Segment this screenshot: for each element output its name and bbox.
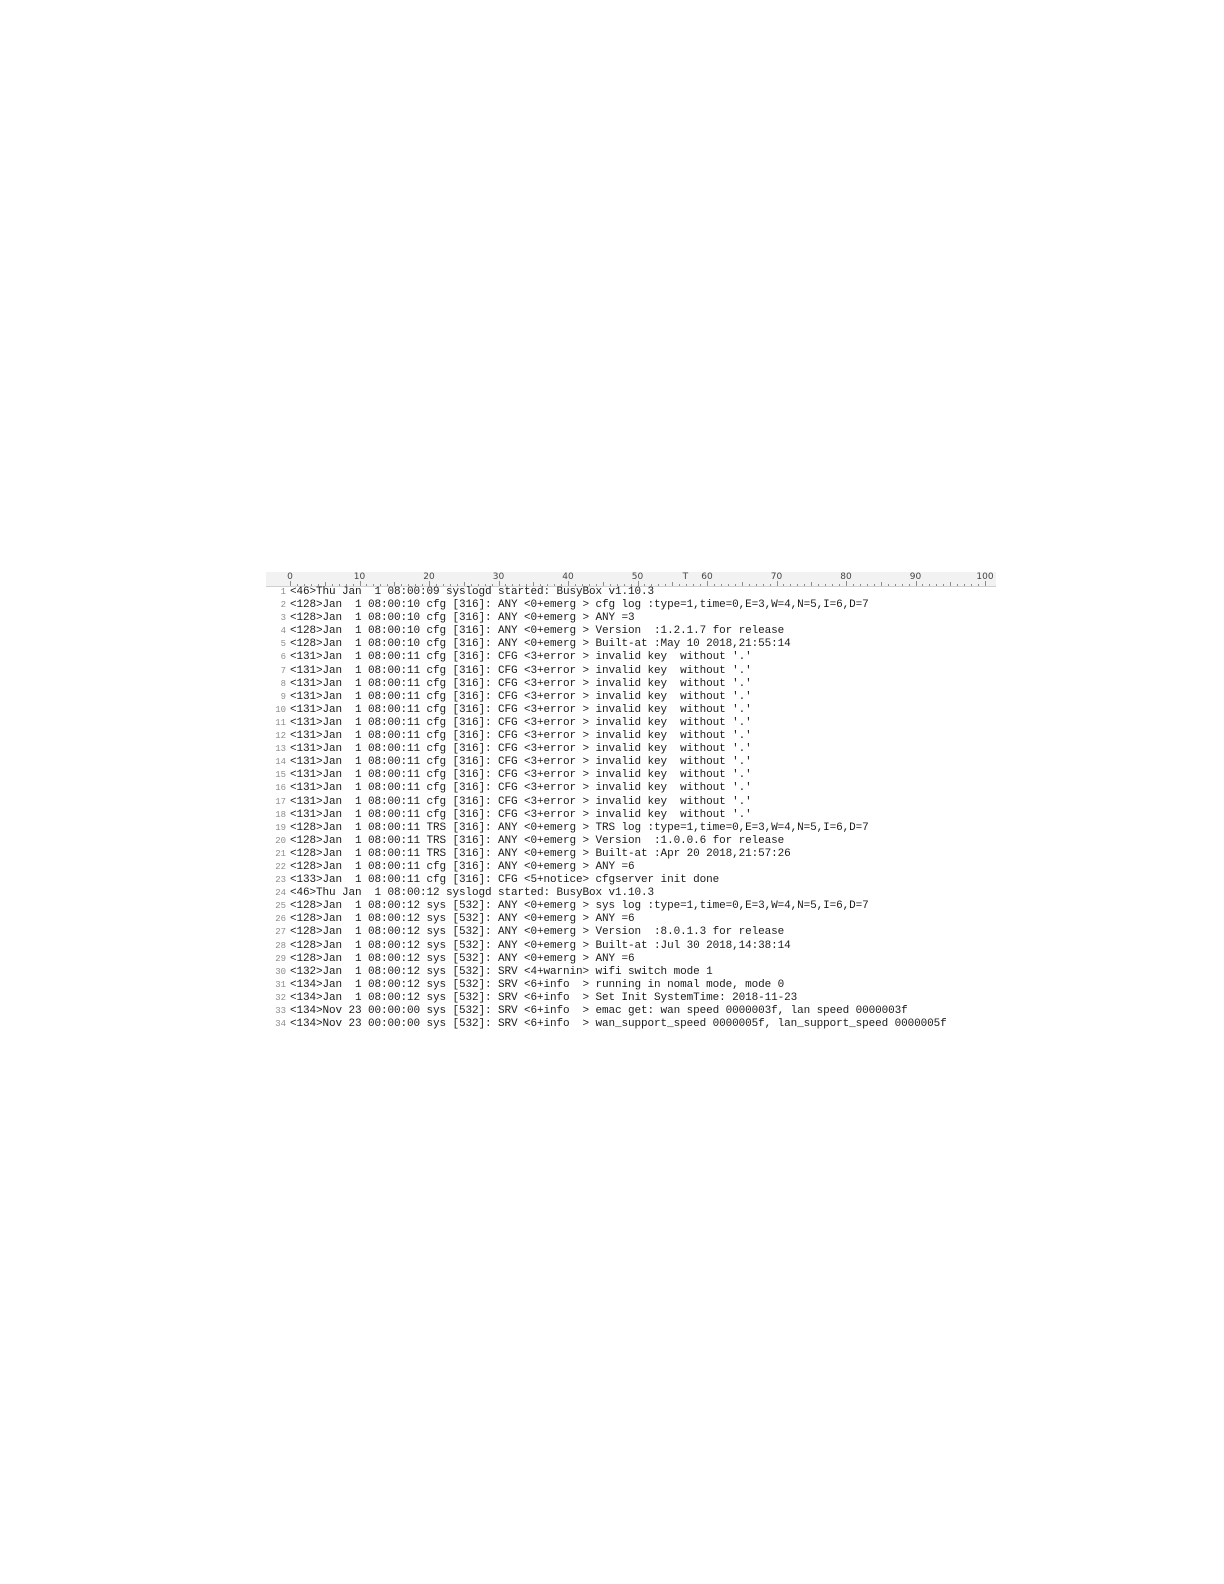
- line-text: <131>Jan 1 08:00:11 cfg [316]: CFG <3+error > invalid key without '.': [290, 690, 752, 703]
- ruler-label: 90: [909, 572, 922, 582]
- line-text: <131>Jan 1 08:00:11 cfg [316]: CFG <3+error > invalid key without '.': [290, 703, 752, 716]
- log-line[interactable]: [266, 625, 996, 638]
- line-text: <128>Jan 1 08:00:10 cfg [316]: ANY <0+emerg > Built-at :May 10 2018,21:55:14: [290, 638, 791, 651]
- line-number: 10: [275, 704, 286, 715]
- log-editor[interactable]: [266, 572, 996, 1034]
- line-text: <131>Jan 1 08:00:11 cfg [316]: CFG <3+error > invalid key without '.': [290, 730, 752, 743]
- line-number: 33: [275, 1006, 286, 1016]
- line-text: <128>Jan 1 08:00:10 cfg [316]: ANY <0+emerg > cfg log :type=1,time=0,E=3,W=4,N=5,I=6,D=7: [290, 599, 869, 612]
- line-text: <128>Jan 1 08:00:11 TRS [316]: ANY <0+emerg > Built-at :Apr 20 2018,21:57:26: [290, 847, 791, 860]
- line-number: 15: [275, 770, 286, 781]
- line-number: 25: [275, 901, 286, 912]
- line-number: 9: [280, 691, 286, 702]
- line-number: 34: [275, 1019, 286, 1030]
- line-text: <131>Jan 1 08:00:11 cfg [316]: CFG <3+error > invalid key without '.': [290, 769, 752, 782]
- line-text: <131>Jan 1 08:00:11 cfg [316]: CFG <3+error > invalid key without '.': [290, 795, 752, 808]
- ruler-label: 70: [770, 572, 783, 582]
- line-number: 32: [275, 992, 286, 1003]
- line-number: 13: [275, 744, 286, 755]
- line-number: 23: [275, 875, 286, 886]
- line-number: 19: [275, 822, 286, 833]
- ruler-label: 80: [840, 572, 852, 582]
- log-lines[interactable]: [266, 586, 996, 1031]
- line-number: 4: [280, 626, 286, 637]
- ruler-label: 0: [287, 572, 293, 582]
- line-text: <131>Jan 1 08:00:11 cfg [316]: CFG <3+error > invalid key without '.': [290, 743, 752, 756]
- line-text: <131>Jan 1 08:00:11 cfg [316]: CFG <3+error > invalid key without '.': [290, 716, 752, 729]
- log-line[interactable]: [266, 913, 996, 926]
- line-number: 16: [275, 783, 286, 794]
- line-number: 7: [280, 665, 286, 676]
- ruler-label: 50: [631, 572, 644, 582]
- line-text: <128>Jan 1 08:00:12 sys [532]: ANY <0+emerg > ANY =6: [290, 952, 635, 965]
- log-line[interactable]: [266, 992, 996, 1005]
- log-line[interactable]: [266, 612, 996, 625]
- line-text: <131>Jan 1 08:00:11 cfg [316]: CFG <3+error > invalid key without '.': [290, 651, 752, 664]
- line-text: <128>Jan 1 08:00:11 TRS [316]: ANY <0+emerg > TRS log :type=1,time=0,E=3,W=4,N=5,I=6,D=7: [290, 821, 869, 834]
- log-line[interactable]: [266, 848, 996, 861]
- line-text: <131>Jan 1 08:00:11 cfg [316]: CFG <3+error > invalid key without '.': [290, 808, 752, 821]
- line-text: <134>Jan 1 08:00:12 sys [532]: SRV <6+info > running in nomal mode, mode 0: [290, 978, 785, 991]
- line-text: <46>Thu Jan 1 08:00:09 syslogd started: BusyBox v1.10.3: [290, 586, 655, 598]
- line-text: <46>Thu Jan 1 08:00:12 syslogd started: BusyBox v1.10.3: [290, 887, 655, 900]
- line-number: 21: [275, 848, 286, 859]
- line-text: <133>Jan 1 08:00:11 cfg [316]: CFG <5+notice> cfgserver init done: [290, 874, 720, 887]
- line-number: 20: [275, 835, 286, 846]
- log-line[interactable]: [266, 926, 996, 939]
- line-text: <128>Jan 1 08:00:12 sys [532]: ANY <0+emerg > Built-at :Jul 30 2018,14:38:14: [290, 939, 791, 952]
- ruler-label: 40: [562, 572, 574, 582]
- line-number: 3: [280, 613, 286, 624]
- log-line[interactable]: [266, 599, 996, 612]
- line-number: 8: [280, 678, 286, 689]
- line-number: 22: [275, 861, 286, 872]
- log-line[interactable]: [266, 822, 996, 835]
- ruler-label: 30: [492, 572, 505, 582]
- line-number: 18: [275, 809, 286, 820]
- line-number: 11: [275, 717, 286, 728]
- line-text: <128>Jan 1 08:00:12 sys [532]: ANY <0+emerg > ANY =6: [290, 913, 635, 926]
- log-line[interactable]: [266, 730, 996, 743]
- line-text: <128>Jan 1 08:00:11 cfg [316]: ANY <0+emerg > ANY =6: [290, 860, 635, 873]
- line-text: <128>Jan 1 08:00:12 sys [532]: ANY <0+emerg > Version :8.0.1.3 for release: [290, 926, 785, 939]
- line-number: 2: [280, 600, 286, 611]
- line-number: 14: [275, 757, 286, 768]
- line-text: <128>Jan 1 08:00:10 cfg [316]: ANY <0+emerg > Version :1.2.1.7 for release: [290, 625, 785, 638]
- log-line[interactable]: [266, 586, 996, 599]
- ruler-label: 60: [701, 572, 713, 582]
- line-number: 6: [280, 652, 286, 663]
- line-number: 1: [280, 587, 286, 597]
- line-number: 17: [275, 796, 286, 807]
- log-line[interactable]: [266, 678, 996, 691]
- line-text: <128>Jan 1 08:00:11 TRS [316]: ANY <0+emerg > Version :1.0.0.6 for release: [290, 834, 785, 847]
- log-line[interactable]: [266, 756, 996, 769]
- line-text: <134>Nov 23 00:00:00 sys [532]: SRV <6+info > wan_support_speed 0000005f, lan_support_speed 0000005f: [290, 1018, 947, 1031]
- line-number: 12: [275, 731, 286, 742]
- line-text: <128>Jan 1 08:00:10 cfg [316]: ANY <0+emerg > ANY =3: [290, 612, 635, 625]
- line-number: 30: [275, 966, 286, 977]
- log-line[interactable]: [266, 1005, 996, 1018]
- line-number: 31: [275, 979, 286, 990]
- column-ruler: [266, 572, 996, 587]
- log-line[interactable]: [266, 651, 996, 664]
- log-line[interactable]: [266, 874, 996, 887]
- line-number: 28: [275, 940, 286, 951]
- line-number: 27: [275, 927, 286, 938]
- log-line[interactable]: [266, 638, 996, 651]
- log-line[interactable]: [266, 717, 996, 730]
- log-line[interactable]: [266, 743, 996, 756]
- log-line[interactable]: [266, 782, 996, 795]
- ruler-label: 20: [423, 572, 435, 582]
- log-line[interactable]: [266, 861, 996, 874]
- log-line[interactable]: [266, 809, 996, 822]
- log-line[interactable]: [266, 769, 996, 782]
- line-number: 29: [275, 953, 286, 964]
- ruler-edge-marker: T: [682, 572, 689, 582]
- log-line[interactable]: [266, 1018, 996, 1031]
- log-line[interactable]: [266, 704, 996, 717]
- line-text: <134>Jan 1 08:00:12 sys [532]: SRV <6+info > Set Init SystemTime: 2018-11-23: [290, 991, 798, 1004]
- log-line[interactable]: [266, 900, 996, 913]
- log-line[interactable]: [266, 887, 996, 900]
- line-text: <131>Jan 1 08:00:11 cfg [316]: CFG <3+error > invalid key without '.': [290, 782, 752, 795]
- line-text: <134>Nov 23 00:00:00 sys [532]: SRV <6+info > emac get: wan speed 0000003f, lan speed 0000003f: [290, 1005, 908, 1017]
- line-text: <132>Jan 1 08:00:12 sys [532]: SRV <4+warnin> wifi switch mode 1: [290, 965, 713, 978]
- log-line[interactable]: [266, 966, 996, 979]
- log-line[interactable]: [266, 979, 996, 992]
- line-number: 26: [275, 914, 286, 925]
- line-text: <131>Jan 1 08:00:11 cfg [316]: CFG <3+error > invalid key without '.': [290, 756, 752, 769]
- log-line[interactable]: [266, 835, 996, 848]
- line-text: <128>Jan 1 08:00:12 sys [532]: ANY <0+emerg > sys log :type=1,time=0,E=3,W=4,N=5,I=6,D=7: [290, 900, 869, 913]
- line-number: 24: [275, 888, 286, 899]
- line-text: <131>Jan 1 08:00:11 cfg [316]: CFG <3+error > invalid key without '.': [290, 664, 752, 677]
- log-line[interactable]: [266, 940, 996, 953]
- ruler-label: 100: [976, 572, 994, 582]
- log-line[interactable]: [266, 665, 996, 678]
- log-line[interactable]: [266, 691, 996, 704]
- line-number: 5: [280, 639, 286, 650]
- log-line[interactable]: [266, 796, 996, 809]
- ruler-label: 10: [353, 572, 366, 582]
- line-text: <131>Jan 1 08:00:11 cfg [316]: CFG <3+error > invalid key without '.': [290, 677, 752, 690]
- log-line[interactable]: [266, 953, 996, 966]
